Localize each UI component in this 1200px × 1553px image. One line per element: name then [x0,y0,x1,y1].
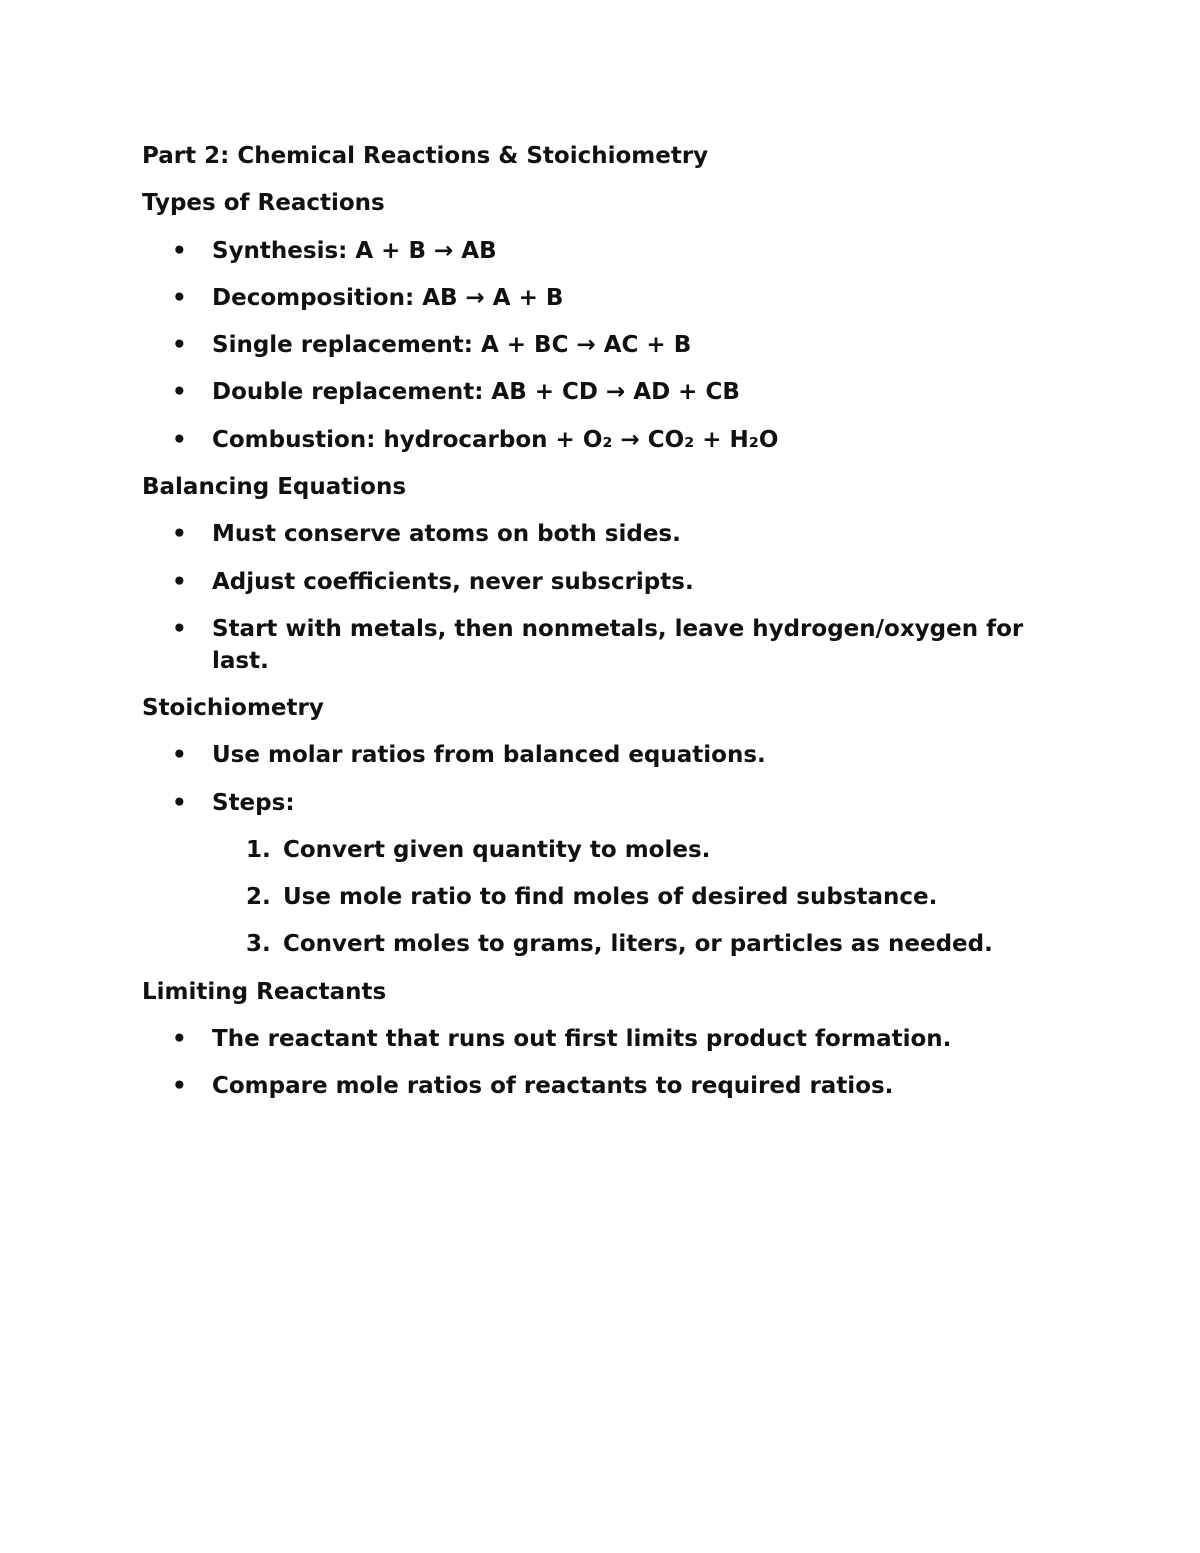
bullet-icon: • [172,615,187,642]
step-text: Use mole ratio to find moles of desired substance. [283,884,938,911]
list-item-text: Use molar ratios from balanced equations. [212,742,766,769]
list-item [142,420,1062,467]
list-item [142,562,1062,609]
list-item-text: Combustion: hydrocarbon + O₂ → CO₂ + H₂O [212,426,779,453]
list-item-text: Double replacement: AB + CD → AD + CB [212,379,740,406]
list-item-text: Adjust coefficients, never subscripts. [212,568,694,595]
section-heading-types-of-reactions: Types of Reactions [142,190,385,217]
step-number: 2. [246,884,271,911]
list-item [142,735,1062,782]
step-number: 3. [246,931,271,958]
list-item [142,783,1062,830]
bullet-icon: • [172,568,187,595]
list-item-text: The reactant that runs out first limits product formation. [212,1026,952,1053]
list-item-text: Steps: [212,789,295,816]
bullet-icon: • [172,521,187,548]
list-item-text: Decomposition: AB → A + B [212,284,564,311]
bullet-icon: • [172,742,187,769]
list-item [142,1066,1062,1113]
list-item [142,325,1062,372]
list-item-text: Start with metals, then nonmetals, leave hydrogen/oxygen for last. [212,615,1024,674]
step-number: 1. [246,836,271,863]
list-item [142,1019,1062,1066]
list-item [142,231,1062,278]
numbered-step [142,877,1062,924]
list-item-text: Compare mole ratios of reactants to required ratios. [212,1073,894,1100]
bullet-icon: • [172,332,187,359]
list-item-text: Single replacement: A + BC → AC + B [212,332,692,359]
numbered-step [142,924,1062,971]
document-body [142,136,1062,1114]
bullet-icon: • [172,1073,187,1100]
page-title: Part 2: Chemical Reactions & Stoichiometry [142,143,709,169]
section-heading-balancing-equations: Balancing Equations [142,474,407,501]
section-heading-limiting-reactants: Limiting Reactants [142,978,387,1005]
bullet-icon: • [172,237,187,264]
bullet-icon: • [172,284,187,311]
list-item [142,609,1062,688]
step-text: Convert given quantity to moles. [283,836,711,863]
numbered-step [142,830,1062,877]
step-text: Convert moles to grams, liters, or particles as needed. [283,931,993,958]
list-item [142,278,1062,325]
section-heading-stoichiometry: Stoichiometry [142,694,324,721]
bullet-icon: • [172,379,187,406]
bullet-icon: • [172,789,187,816]
bullet-icon: • [172,1026,187,1053]
list-item [142,372,1062,419]
bullet-icon: • [172,426,187,453]
list-item-text: Must conserve atoms on both sides. [212,521,681,548]
list-item [142,514,1062,561]
list-item-text: Synthesis: A + B → AB [212,237,497,264]
